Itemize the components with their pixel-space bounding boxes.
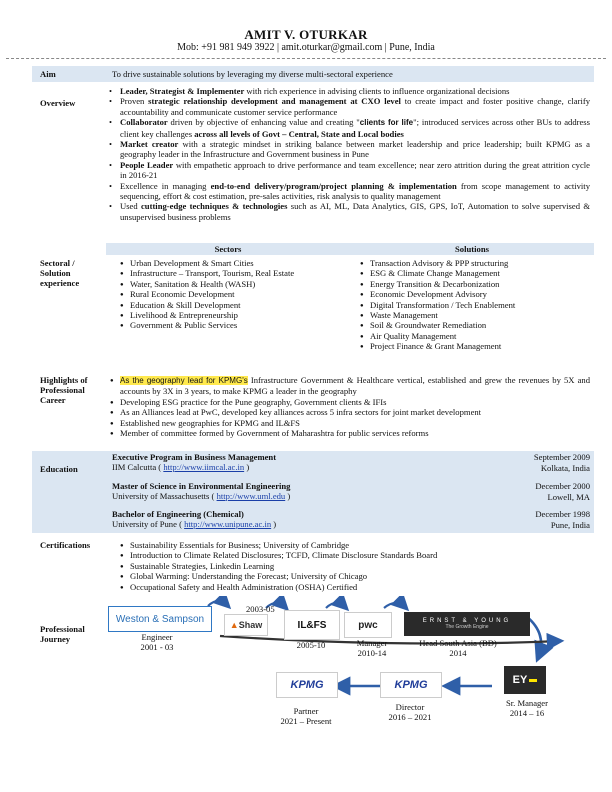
certification-item: ● Sustainability Essentials for Business; University of Cambridge bbox=[116, 540, 590, 550]
edu-date: December 2000 bbox=[535, 481, 590, 491]
highlight-item: ● Member of committee formed by Government of Maharashtra for public services reforms bbox=[106, 428, 590, 438]
solution-item: ● Waste Management bbox=[356, 310, 592, 320]
education-entry bbox=[112, 509, 590, 529]
edu-place: Lowell, MA bbox=[547, 492, 590, 502]
solution-item: ● Economic Development Advisory bbox=[356, 289, 592, 299]
solutions-list bbox=[356, 258, 592, 352]
certification-item: ● Sustainable Strategies, Linkedin Learning bbox=[116, 561, 590, 571]
aim-label: Aim bbox=[40, 69, 56, 79]
solution-item: ● Soil & Groundwater Remediation bbox=[356, 320, 592, 330]
journey-step-pwc: Manager 2010-14 bbox=[356, 638, 388, 659]
solutions-header: Solutions bbox=[350, 243, 594, 255]
highlight-item: ● Established new geographies for KPMG and IL&FS bbox=[106, 418, 590, 428]
journey-arrow bbox=[384, 603, 406, 608]
sectors-header: Sectors bbox=[106, 243, 350, 255]
overview-item: • Collaborator driven by objective of enhancing value and creating "clients for life"; introduced services across other BUs to address client key challenges across all levels of Govt – Central, State and Local bodies bbox=[106, 117, 590, 139]
journey-step-partner: Partner 2021 – Present bbox=[280, 706, 332, 727]
solution-item: ● Air Quality Management bbox=[356, 331, 592, 341]
degree: Executive Program in Business Management bbox=[112, 452, 277, 462]
sector-item: ● Rural Economic Development bbox=[116, 289, 346, 299]
edu-date: September 2009 bbox=[533, 452, 590, 462]
edu-place: Pune, India bbox=[550, 520, 590, 530]
highlight-item: ● Developing ESG practice for the Pune geography, Government clients & IFIs bbox=[106, 397, 590, 407]
certification-item: ● Introduction to Climate Related Disclosures; TCFD, Climate Disclosure Standards Board bbox=[116, 550, 590, 560]
overview-item: • Excellence in managing end-to-end delivery/program/project planning & implementation from scope management to activity sequencing, effort & cost estimation, pre-sales activities, risk analysis to quality management bbox=[106, 181, 590, 202]
certification-item: ● Global Warming: Understanding the Forecast; University of Chicago bbox=[116, 571, 590, 581]
overview-item: • Market creator with a strategic mindset in striking balance between market leadership and price leadership; built KPMG as a geography leader in the Infrastructure and Government business in Pune bbox=[106, 139, 590, 160]
certifications-list bbox=[116, 540, 590, 592]
overview-label: Overview bbox=[40, 98, 76, 108]
contact-line: Mob: +91 981 949 3922 | amit.oturkar@gmail.com | Pune, India bbox=[177, 42, 435, 53]
sectors-list bbox=[116, 258, 346, 331]
degree: Master of Science in Environmental Engineering bbox=[112, 481, 291, 491]
certifications-label: Certifications bbox=[40, 540, 91, 550]
sector-item: ● Urban Development & Smart Cities bbox=[116, 258, 346, 268]
highlight-item: ● As an Alliances lead at PwC, developed key alliances across 5 infra sectors for joint market development bbox=[106, 407, 590, 417]
education-label: Education bbox=[40, 464, 78, 474]
education-entry bbox=[112, 452, 590, 472]
overview-list bbox=[106, 86, 590, 222]
kpmg-director-logo: KPMG bbox=[380, 672, 442, 698]
solution-item: ● Project Finance & Grant Management bbox=[356, 341, 592, 351]
journey-step-ey-head: Head South Asia (BD) 2014 bbox=[419, 638, 497, 659]
shaw-logo: ▲ Shaw bbox=[224, 614, 268, 636]
highlights-list bbox=[106, 375, 590, 438]
solution-item: ● Digital Transformation / Tech Enablement bbox=[356, 300, 592, 310]
sector-item: ● Education & Skill Development bbox=[116, 300, 346, 310]
journey-step-director: Director 2016 – 2021 bbox=[388, 702, 432, 723]
solution-item: ● ESG & Climate Change Management bbox=[356, 268, 592, 278]
journey-step-engineer: Engineer 2001 - 03 bbox=[140, 632, 174, 653]
weston-sampson-logo: Weston & Sampson bbox=[108, 606, 212, 632]
ey-logo: EY bbox=[504, 666, 546, 694]
sector-item: ● Water, Sanitation & Health (WASH) bbox=[116, 279, 346, 289]
school: IIM Calcutta ( http://www.iimcal.ac.in ) bbox=[112, 462, 250, 472]
school-link[interactable]: http://www.uml.edu bbox=[216, 491, 286, 501]
sector-item: ● Infrastructure – Transport, Tourism, Real Estate bbox=[116, 268, 346, 278]
pwc-logo: pwc bbox=[344, 612, 392, 638]
journey-label: Professional Journey bbox=[40, 624, 85, 644]
school-link[interactable]: http://www.unipune.ac.in bbox=[184, 519, 272, 529]
overview-item: • People Leader with empathetic approach to drive performance and team excellence; near zero attrition during the great attrition cycle in 2016-21 bbox=[106, 160, 590, 181]
school: University of Massachusetts ( http://www.uml.edu ) bbox=[112, 491, 291, 501]
highlights-label: Highlights of Professional Career bbox=[40, 375, 88, 405]
candidate-name: AMIT V. OTURKAR bbox=[244, 27, 368, 42]
education-entry bbox=[112, 481, 590, 501]
school-link[interactable]: http://www.iimcal.ac.in bbox=[163, 462, 245, 472]
ey-bar-icon bbox=[529, 679, 537, 682]
school: University of Pune ( http://www.unipune.ac.in ) bbox=[112, 519, 277, 529]
header-divider bbox=[6, 58, 606, 59]
sector-item: ● Livelihood & Entrepreneurship bbox=[116, 310, 346, 320]
degree: Bachelor of Engineering (Chemical) bbox=[112, 509, 244, 519]
overview-item: • Proven strategic relationship development and management at CXO level to create impact and foster positive change, clarify accountability and communicate customer service performance bbox=[106, 96, 590, 117]
edu-place: Kolkata, India bbox=[540, 463, 590, 473]
ilfs-logo: IL&FS bbox=[284, 610, 340, 640]
aim-text: To drive sustainable solutions by leveraging my diverse multi-sectoral experience bbox=[112, 69, 393, 79]
journey-step-shaw: 2003-05 bbox=[246, 604, 275, 614]
sector-item: ● Government & Public Services bbox=[116, 320, 346, 330]
overview-item: • Used cutting-edge techniques & technologies such as AI, ML, Data Analytics, GIS, GPS, IoT, Automation to solve supervised & unsupervised business problems bbox=[106, 201, 590, 222]
ey-banner-logo: ERNST & YOUNG The Growth Engine bbox=[404, 612, 530, 636]
certification-item: ● Occupational Safety and Health Administration (OSHA) Certified bbox=[116, 582, 590, 592]
overview-item: • Leader, Strategist & Implementer with rich experience in advising clients to influence organizational decisions bbox=[106, 86, 590, 96]
kpmg-partner-logo: KPMG bbox=[276, 672, 338, 698]
journey-arrow bbox=[326, 603, 346, 608]
highlight-item: ● As the geography lead for KPMG's Infrastructure Government & Healthcare vertical, established and grew the revenues by 5X and accounts by 3X in 3 years, to make KPMG a leader in the geography bbox=[106, 375, 590, 397]
journey-step-ilfs: 2005-10 bbox=[296, 640, 326, 650]
edu-date: December 1998 bbox=[535, 509, 590, 519]
journey-step-ey-manager: Sr. Manager 2014 – 16 bbox=[505, 698, 548, 719]
solution-item: ● Transaction Advisory & PPP structuring bbox=[356, 258, 592, 268]
sectoral-label: Sectoral / Solution experience bbox=[40, 258, 80, 288]
solution-item: ● Energy Transition & Decarbonization bbox=[356, 279, 592, 289]
